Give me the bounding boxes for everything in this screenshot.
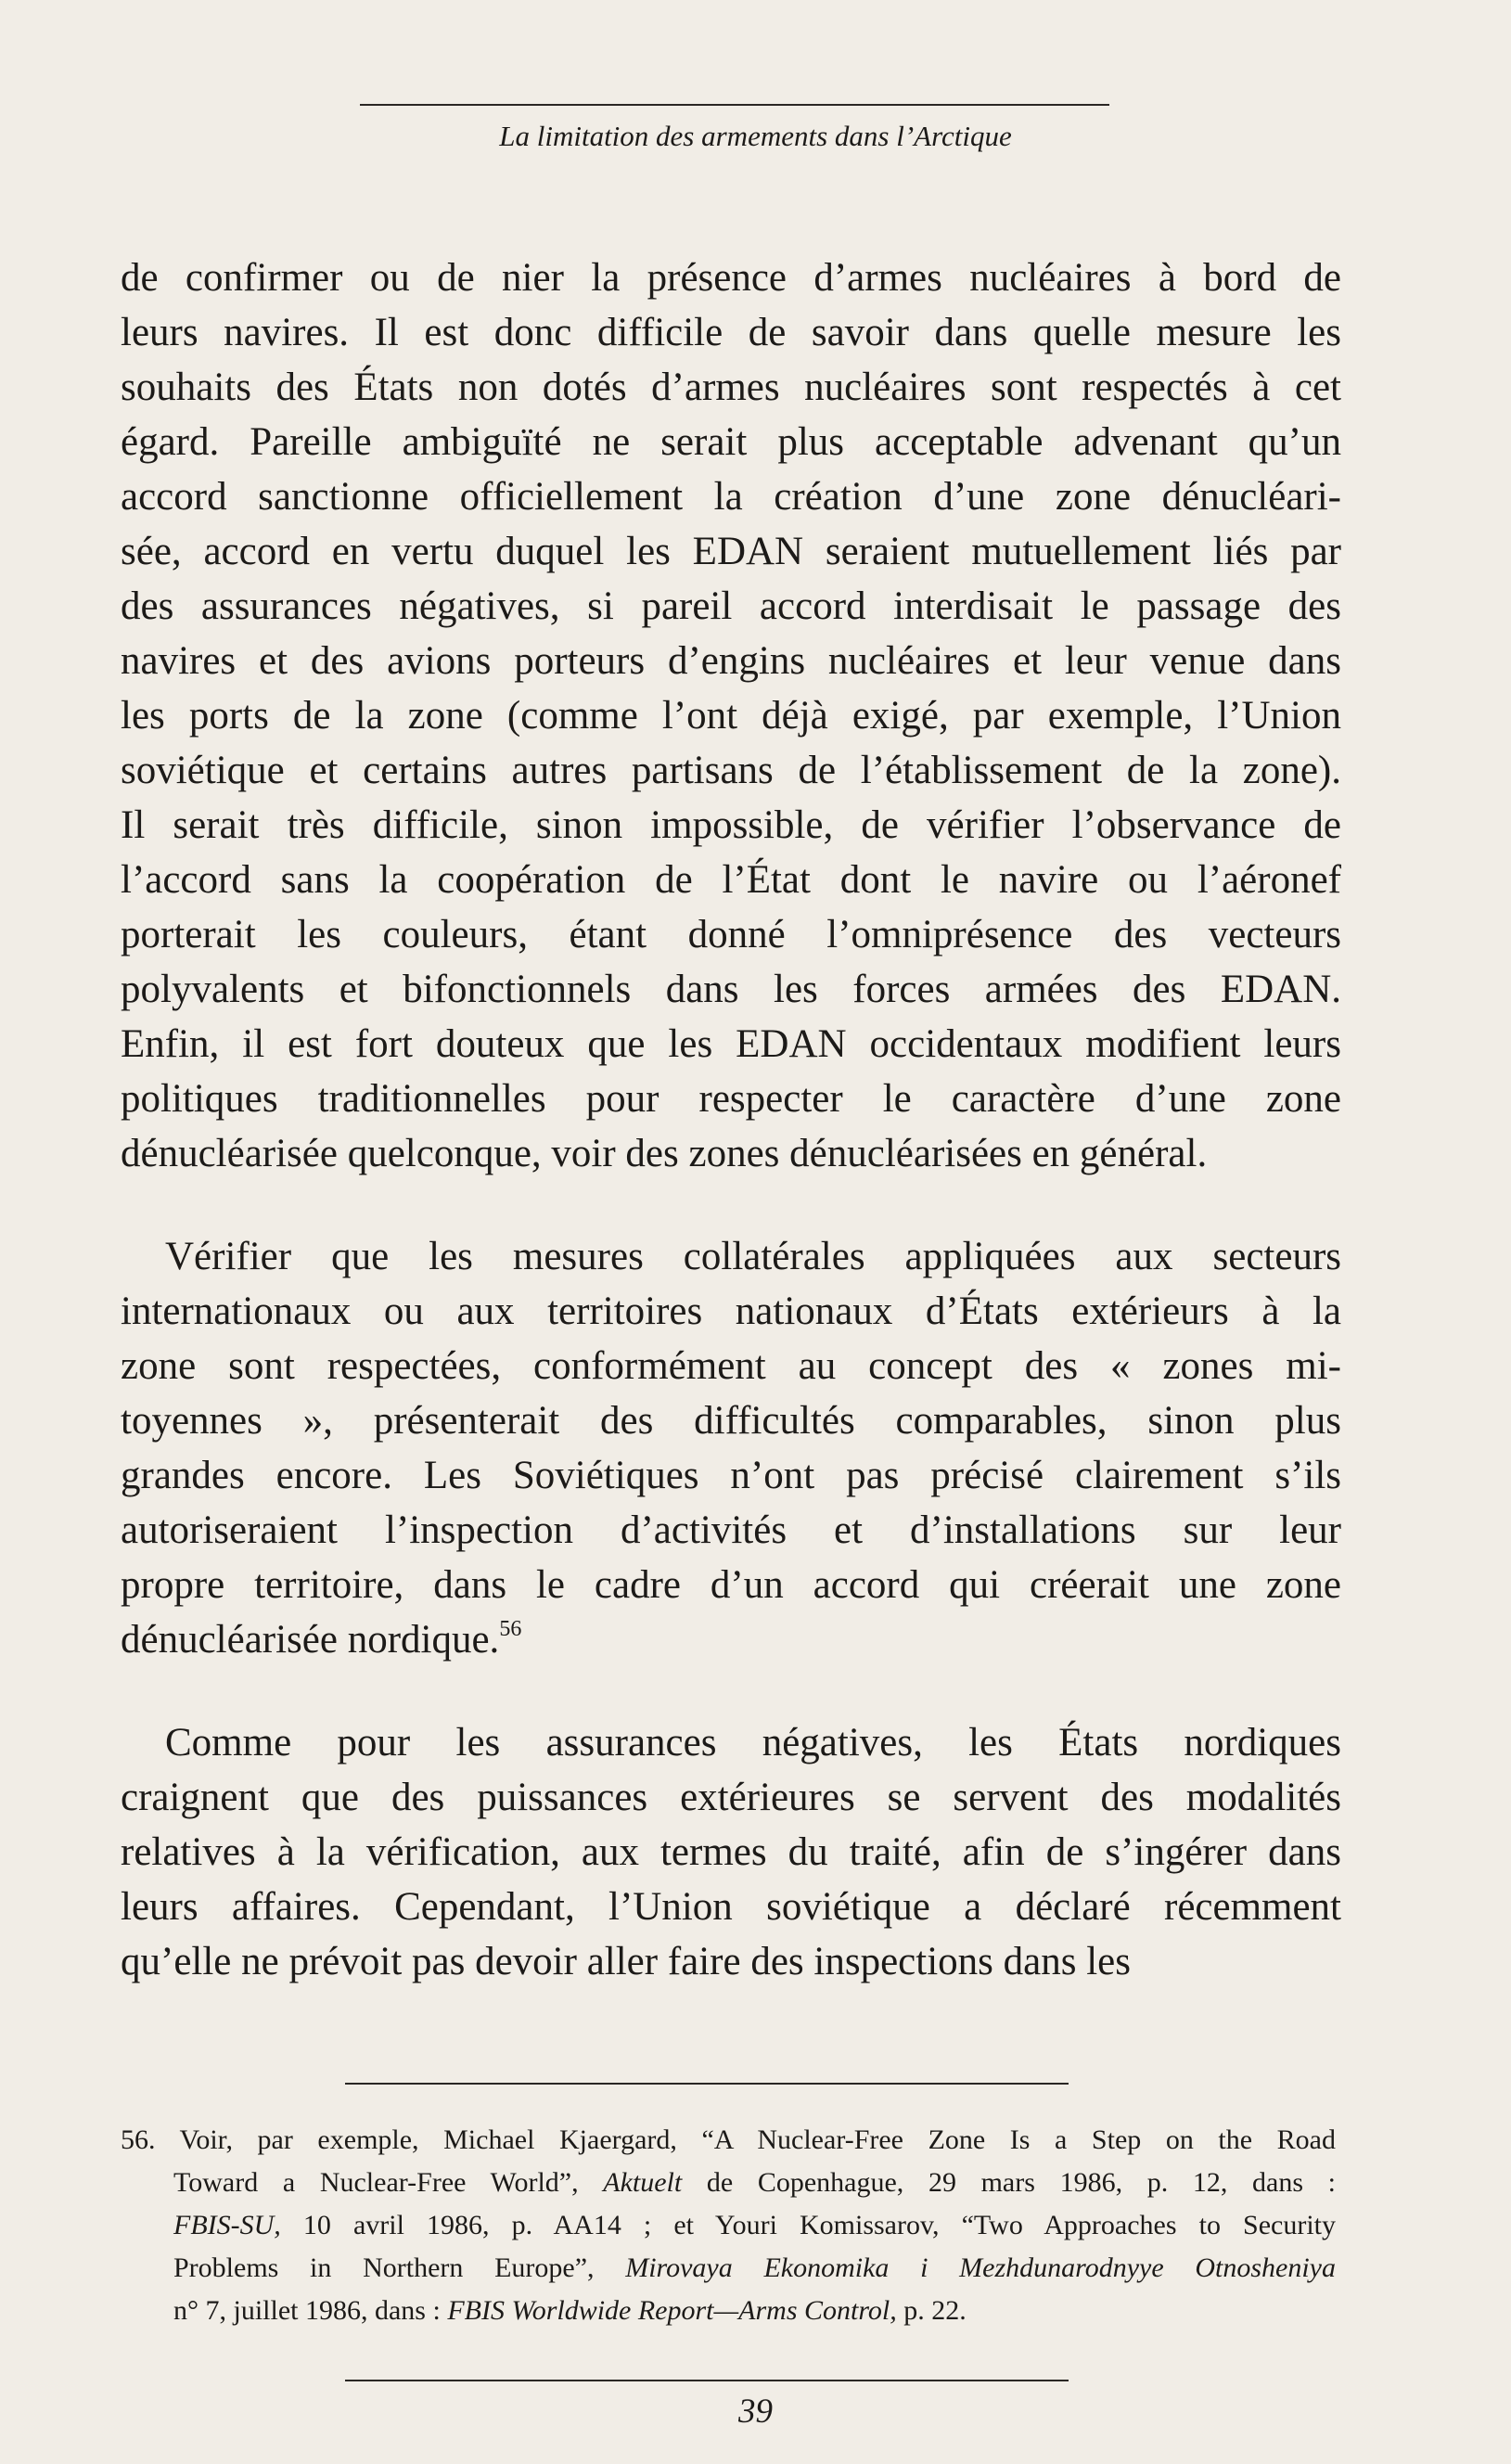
- text-line: de confirmer ou de nier la présence d’armes nucléaires à bord de: [121, 256, 1341, 300]
- footnote-number: 56.: [121, 2124, 180, 2155]
- text-line: politiques traditionnelles pour respecter le caractère d’une zone: [121, 1077, 1341, 1121]
- footnote-text: Toward a Nuclear-Free World”,: [173, 2167, 604, 2198]
- citation-title: FBIS Worldwide Report—Arms Control,: [447, 2295, 897, 2326]
- footnote-text: Problems in Northern Europe”,: [173, 2252, 626, 2283]
- text-line: les ports de la zone (comme l’ont déjà exigé, par exemple, l’Union: [121, 694, 1341, 738]
- running-head: La limitation des armements dans l’Arctique: [499, 120, 1012, 152]
- footnote-text: n° 7, juillet 1986, dans :: [173, 2295, 448, 2326]
- citation-title: Aktuelt: [603, 2167, 683, 2198]
- paragraph: [121, 1715, 1341, 1989]
- text-line: navires et des avions porteurs d’engins nucléaires et leur venue dans: [121, 639, 1341, 683]
- header-rule: [360, 104, 1109, 106]
- footnote-line: [121, 2119, 1336, 2162]
- footnote-rule: [345, 2083, 1069, 2085]
- footnote-text: 10 avril 1986, p. AA14 ; et Youri Komissarov, “Two Approaches to Security: [280, 2210, 1336, 2240]
- text-line: porterait les couleurs, étant donné l’omniprésence des vecteurs: [121, 913, 1341, 956]
- footer-rule: [345, 2380, 1069, 2381]
- text-line: leurs navires. Il est donc difficile de savoir dans quelle mesure les: [121, 311, 1341, 354]
- text-line: relatives à la vérification, aux termes du traité, afin de s’ingérer dans: [121, 1830, 1341, 1874]
- text-line: craignent que des puissances extérieures se servent des modalités: [121, 1776, 1341, 1819]
- text-line: soviétique et certains autres partisans de l’établissement de la zone).: [121, 749, 1341, 792]
- text-line: grandes encore. Les Soviétiques n’ont pas précisé clairement s’ils: [121, 1454, 1341, 1497]
- text-line: internationaux ou aux territoires nationaux d’États extérieurs à la: [121, 1290, 1341, 1333]
- text-line: égard. Pareille ambiguïté ne serait plus acceptable advenant qu’un: [121, 420, 1341, 464]
- page-number: 39: [738, 2393, 773, 2431]
- text-line: autoriseraient l’inspection d’activités et d’installations sur leur: [121, 1508, 1341, 1552]
- text-line: dénucléarisée quelconque, voir des zones dénucléarisées en général.: [121, 1132, 1208, 1175]
- text-line: Vérifier que les mesures collatérales appliquées aux secteurs: [165, 1235, 1341, 1278]
- text-line: leurs affaires. Cependant, l’Union soviétique a déclaré récemment: [121, 1885, 1341, 1929]
- text-line: propre territoire, dans le cadre d’un accord qui créerait une zone: [121, 1563, 1341, 1607]
- text-line: polyvalents et bifonctionnels dans les forces armées des EDAN.: [121, 968, 1341, 1011]
- text-line: Enfin, il est fort douteux que les EDAN occidentaux modifient leurs: [121, 1022, 1341, 1066]
- paragraph: [121, 1229, 1341, 1667]
- text-line: zone sont respectées, conformément au concept des « zones mi-: [121, 1344, 1341, 1388]
- text-line: des assurances négatives, si pareil accord interdisait le passage des: [121, 584, 1341, 628]
- text-line: sée, accord en vertu duquel les EDAN seraient mutuellement liés par: [121, 530, 1341, 573]
- footnote-line: [121, 2204, 1336, 2247]
- citation-title: Mirovaya Ekonomika i Mezhdunarodnyye Otnosheniya: [625, 2252, 1336, 2283]
- footnote-text: p. 22.: [896, 2295, 967, 2326]
- text-line: Il serait très difficile, sinon impossible, de vérifier l’observance de: [121, 803, 1341, 847]
- footnote-reference[interactable]: 56: [499, 1617, 522, 1641]
- text-line: souhaits des États non dotés d’armes nucléaires sont respectés à cet: [121, 366, 1341, 409]
- footnote-line: [121, 2247, 1336, 2290]
- text-line: accord sanctionne officiellement la création d’une zone dénucléari-: [121, 475, 1341, 519]
- citation-title: FBIS-SU,: [173, 2210, 281, 2240]
- footnote-line: [121, 2290, 1336, 2332]
- text-line: qu’elle ne prévoit pas devoir aller faire des inspections dans les: [121, 1940, 1131, 1983]
- footnote-text: de Copenhague, 29 mars 1986, p. 12, dans :: [682, 2167, 1336, 2198]
- body-text: [121, 250, 1341, 1989]
- footnote-text: Voir, par exemple, Michael Kjaergard, “A Nuclear-Free Zone Is a Step on the Road: [179, 2124, 1336, 2155]
- paragraph: [121, 250, 1341, 1181]
- text-line: Comme pour les assurances négatives, les États nordiques: [165, 1721, 1341, 1765]
- text-line: toyennes », présenterait des difficultés comparables, sinon plus: [121, 1399, 1341, 1443]
- footnote-line: [121, 2162, 1336, 2204]
- text-line: dénucléarisée nordique.$^{56}$: [121, 1617, 522, 1662]
- footnotes: [121, 2119, 1336, 2332]
- text-line: l’accord sans la coopération de l’État dont le navire ou l’aéronef: [121, 858, 1341, 902]
